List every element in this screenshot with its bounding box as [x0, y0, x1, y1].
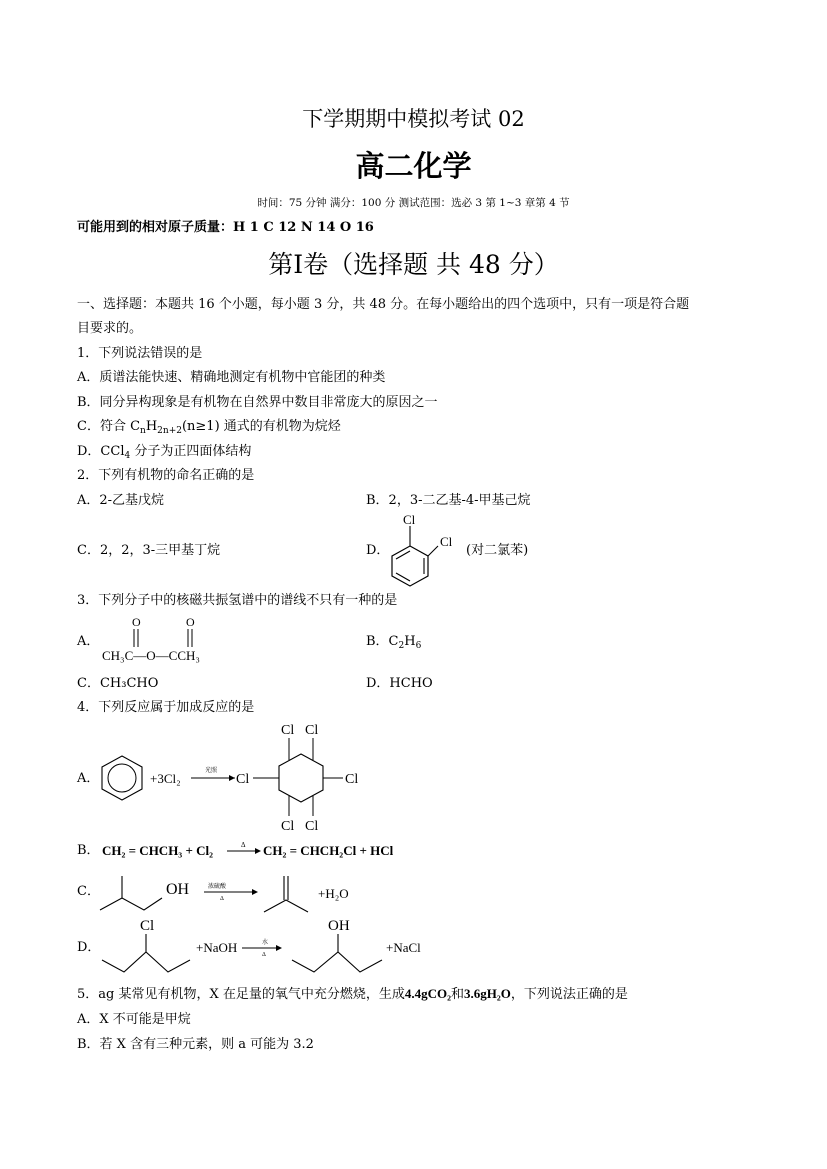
- q4-option-c-label: C．: [77, 884, 100, 899]
- anhydride-o1: O: [132, 615, 141, 629]
- q3-option-b: B．$C_2H_6$: [366, 634, 422, 651]
- q5-stem: 5．ag 某常见有机物，X 在足量的氧气中充分燃烧，生成4.4gCO₂和3.6gH₂O，下列说法正确的是: [77, 986, 628, 1002]
- q4d-cl: Cl: [140, 918, 155, 934]
- q4b-condition: Δ: [241, 841, 246, 849]
- q3-stem: 3．下列分子中的核磁共振氢谱中的谱线不只有一种的是: [77, 593, 398, 608]
- q4a-reagent: +3Cl₂: [150, 771, 181, 786]
- q2-option-c: C．2，2，3-三甲基丁烷: [77, 543, 221, 558]
- exam-title: 下学期期中模拟考试 02: [302, 107, 525, 131]
- anhydride-formula: CH₃C—O—CCH₃: [102, 648, 200, 663]
- q5-option-a: A．X 不可能是甲烷: [77, 1012, 191, 1027]
- q4c-oh: OH: [166, 881, 190, 898]
- q2-option-b: B．2，3-二乙基-4-甲基己烷: [366, 493, 531, 508]
- arrow-head: [229, 775, 235, 781]
- q3-option-c: C．CH₃CHO: [77, 676, 159, 691]
- isobutanol-skeleton: [100, 898, 162, 910]
- q4a-condition: 光照: [205, 768, 218, 774]
- q4d-oh: OH: [328, 918, 350, 934]
- q4-stem: 4．下列反应属于加成反应的是: [77, 700, 255, 715]
- q4-option-a-reaction: [95, 718, 385, 840]
- q4-option-d-reaction: [96, 914, 436, 980]
- q4c-condition-bottom: Δ: [220, 896, 224, 902]
- q4-option-c-reaction: [96, 866, 386, 918]
- q1-option-b: B．同分异构现象是有机物在自然界中数目非常庞大的原因之一: [77, 395, 438, 410]
- q3-option-d: D．HCHO: [366, 676, 433, 691]
- q4d-condition-top: 水: [262, 940, 269, 946]
- isobutene-skeleton: [264, 900, 308, 912]
- q4b-arrow: [225, 840, 265, 856]
- cl-4: Cl: [345, 772, 359, 787]
- dcb-cl-right: Cl: [440, 534, 453, 549]
- q4-option-b-label: B．: [77, 843, 100, 858]
- q4-option-b-reactants: CH₂ = CHCH₃ + Cl₂: [102, 843, 214, 858]
- q2-stem: 2．下列有机物的命名正确的是: [77, 468, 255, 483]
- cyclohexane-ring: [279, 754, 323, 802]
- q4d-reagent: +NaOH: [196, 940, 238, 955]
- cl-2: Cl: [305, 723, 319, 738]
- q5-option-b: B．若 X 含有三种元素，则 a 可能为 3.2: [77, 1037, 314, 1052]
- acetic-anhydride-structure: [100, 614, 240, 668]
- q4-option-a-label: A．: [77, 771, 100, 786]
- q4c-product: +H₂O: [318, 886, 349, 901]
- cl-1: Cl: [281, 723, 295, 738]
- q2-option-a: A．2-乙基戊烷: [77, 493, 165, 508]
- section-title: 第Ⅰ卷（选择题 共 48 分）: [268, 250, 559, 279]
- benzene-circle: [108, 764, 136, 792]
- q4c-condition-top: 浓硫酸: [208, 884, 227, 890]
- dcb-cl-top: Cl: [403, 512, 416, 527]
- q3-option-a-label: A．: [77, 634, 100, 649]
- q4d-product: +NaCl: [386, 940, 421, 955]
- atomic-masses: 可能用到的相对原子质量：H 1 C 12 N 14 O 16: [77, 220, 374, 235]
- q4-option-b-products: CH₂ = CHCH₂Cl + HCl: [263, 843, 394, 858]
- q1-stem: 1．下列说法错误的是: [77, 346, 203, 361]
- q4d-condition-bottom: Δ: [262, 952, 266, 958]
- anhydride-o2: O: [186, 615, 195, 629]
- instructions-line2: 目要求的。: [77, 321, 143, 336]
- instructions-line1: 一、选择题：本题共 16 个小题，每小题 3 分，共 48 分。在每小题给出的四个选项中，只有一项是符合题: [77, 297, 690, 312]
- cl-3: Cl: [236, 772, 250, 787]
- pentanol-skeleton: [292, 952, 382, 972]
- subject-title: 高二化学: [355, 149, 472, 183]
- q1-option-d: D．CCl$_4$ 分子为正四面体结构: [77, 444, 252, 461]
- q1-option-a: A．质谱法能快速、精确地测定有机物中官能团的种类: [77, 370, 386, 385]
- q4-option-d-label: D．: [77, 940, 101, 955]
- chloropentane-skeleton: [102, 952, 190, 972]
- q2-option-d-name: (对二氯苯): [466, 543, 529, 558]
- dichlorobenzene-structure: [380, 512, 460, 590]
- exam-meta: 时间：75 分钟 满分：100 分 测试范围：选必 3 第 1~3 章第 4 节: [257, 197, 570, 209]
- q2-option-d-label: D．: [366, 543, 390, 558]
- cl-6: Cl: [305, 819, 319, 834]
- q1-option-c: C．符合 $C_nH_{2n+2}(n\ge 1)$ 通式的有机物为烷烃: [77, 419, 341, 436]
- cl-5: Cl: [281, 819, 295, 834]
